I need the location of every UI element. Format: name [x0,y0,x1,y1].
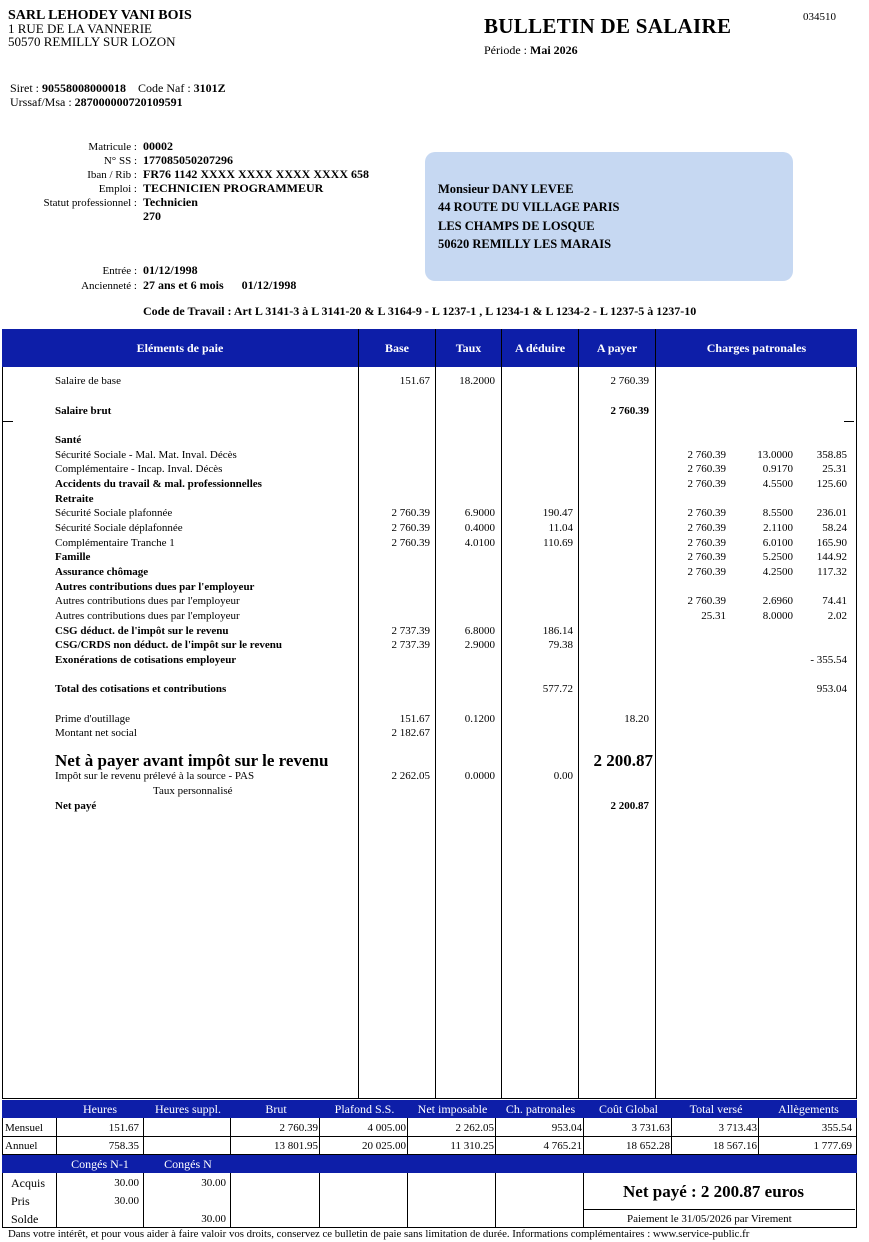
employee-values [143,139,369,223]
col-divider [319,1118,320,1154]
row-deduire: 186.14 [542,625,573,637]
iban-label: Iban / Rib : [87,169,137,181]
conges-cell-n1: 30.00 [114,1177,139,1189]
summary-cell: 953.04 [551,1122,582,1134]
sum-col-net-imposable: Net imposable [417,1102,488,1116]
siret-label: Siret : [10,81,39,95]
emploi-value: TECHNICIEN PROGRAMMEUR [143,181,324,195]
row-pmontant: - 355.54 [810,654,847,666]
summary-cell: 4 005.00 [367,1122,406,1134]
col-header-charges-patronales: Charges patronales [706,341,807,355]
naf-label: Code Naf : [138,81,191,95]
row-pmontant: 58.24 [822,522,847,534]
row-label: Sécurité Sociale - Mal. Mat. Inval. Décès [55,449,237,461]
sum-col-ch-patronales: Ch. patronales [505,1102,576,1116]
row-pbase: 2 760.39 [687,551,726,563]
recipient-city: 50620 REMILLY LES MARAIS [438,236,612,251]
col-header-a-payer: A payer [596,341,638,355]
row-payer: 2 760.39 [610,405,649,417]
row-deduire: 11.04 [548,522,573,534]
conges-cell-n1: 30.00 [114,1195,139,1207]
row-pmontant: 25.31 [822,463,847,475]
sum-col-heures-suppl: Heures suppl. [155,1102,221,1116]
row-label: Retraite [55,493,94,505]
company-address-1: 1 RUE DE LA VANNERIE [8,21,152,36]
company-block [8,9,192,48]
summary-cell: 1 777.69 [813,1140,852,1152]
naf-value: 3101Z [193,81,226,95]
document-title: BULLETIN DE SALAIRE [484,14,732,38]
row-base: 2 760.39 [391,522,430,534]
row-pmontant: 144.92 [816,551,847,563]
row-label: Autres contributions dues par l'employeur [55,595,240,607]
col-divider [495,1118,496,1154]
row-payer: 2 760.39 [610,375,649,387]
row-ptaux: 2.6960 [762,595,793,607]
row-label: Autres contributions dues par l'employeur [55,610,240,622]
row-ptaux: 0.9170 [762,463,793,475]
summary-cell: 20 025.00 [362,1140,406,1152]
summary-cell: 11 310.25 [450,1140,494,1152]
summary-cell: 3 713.43 [718,1122,757,1134]
row-pmontant: 358.85 [816,449,847,461]
periode [484,43,578,58]
document-number: 034510 [803,11,836,23]
brut-marker [844,421,854,422]
sum-col-cout-global: Coût Global [599,1102,658,1116]
row-label: Complémentaire Tranche 1 [55,537,175,549]
recipient-address [438,180,620,253]
sum-col-heures: Heures [83,1102,117,1116]
summary-cell: 2 262.05 [455,1122,494,1134]
periode-label: Période : [484,43,527,57]
company-name: SARL LEHODEY VANI BOIS [8,8,192,23]
row-ptaux: 8.0000 [762,610,793,622]
row-payer: 18.20 [624,713,649,725]
entry-labels [0,264,137,294]
row-label: Salaire de base [55,375,121,387]
row-ptaux: 13.0000 [757,449,793,461]
row-pbase: 2 760.39 [687,507,726,519]
col-divider [230,1118,231,1154]
urssaf-label: Urssaf/Msa : [10,95,72,109]
sum-col-total-verse: Total versé [689,1102,743,1116]
matricule-label: Matricule : [88,141,137,153]
row-base: 2 737.39 [391,639,430,651]
employee-labels [0,140,137,210]
col-divider [655,329,656,1099]
siret-value: 90558008000018 [42,81,126,95]
row-deduire: 110.69 [543,537,573,549]
summary-cell: 18 567.16 [713,1140,757,1152]
summary-header [2,1100,857,1118]
row-ptaux: 6.0100 [762,537,793,549]
net-avant-impot-value: 2 200.87 [593,751,653,770]
conges-col-n: Congés N [164,1157,212,1171]
footer-notice: Dans votre intérêt, et pour vous aider à faire valoir vos droits, conservez ce bulletin de paie sans limitation de durée. Informations complémentaires : www.service-public.fr [8,1228,750,1240]
net-paye-final: Net payé : 2 200.87 euros [623,1182,804,1201]
conges-cell-n: 30.00 [201,1213,226,1225]
col-header-taux: Taux [455,341,482,355]
col-divider [143,1118,144,1154]
anciennete-value: 27 ans et 6 mois [143,278,224,292]
pas-deduire: 0.00 [553,770,573,782]
summary-cell: 4 765.21 [543,1140,582,1152]
row-base: 2 737.39 [391,625,430,637]
payslip-table-header [2,329,857,367]
iban-value: FR76 1142 XXXX XXXX XXXX XXXX 658 [143,167,369,181]
summary-cell: 151.67 [108,1122,139,1134]
row-pbase: 2 760.39 [687,522,726,534]
row-label: Autres contributions dues par l'employeur [55,581,255,593]
conges-row-label: Solde [11,1212,39,1226]
row-taux: 6.9000 [464,507,495,519]
company-address-2: 50570 REMILLY SUR LOZON [8,34,176,49]
row-ptaux: 8.5500 [762,507,793,519]
row-divider [2,1136,857,1137]
urssaf-value: 287000000720109591 [74,95,183,109]
summary-cell: 13 801.95 [274,1140,318,1152]
taux-personnalise: Taux personnalisé [153,785,233,797]
col-divider [407,1173,408,1227]
row-taux: 0.4000 [464,522,495,534]
entree-label: Entrée : [102,265,137,277]
row-pmontant: 74.41 [822,595,847,607]
col-header-elements: Eléments de paie [136,341,224,355]
pas-label: Impôt sur le revenu prélevé à la source - PAS [55,770,255,782]
row-taux: 18.2000 [459,375,495,387]
row-label: Assurance chômage [55,566,149,578]
sum-col-brut: Brut [265,1102,287,1116]
row-base: 151.67 [399,713,430,725]
col-divider [583,1118,584,1154]
row-divider [583,1209,855,1210]
row-pbase: 2 760.39 [687,449,726,461]
row-pmontant: 125.60 [816,478,847,490]
anciennete-date: 01/12/1998 [241,278,297,292]
row-taux: 4.0100 [464,537,495,549]
net-avant-impot-label: Net à payer avant impôt sur le revenu [55,751,329,770]
recipient-name: Monsieur DANY LEVEE [438,182,574,196]
conges-header [2,1155,857,1173]
col-header-a-deduire: A déduire [514,341,566,355]
summary-row-label: Mensuel [5,1122,43,1134]
sum-col-allegements: Allègements [778,1102,839,1116]
row-pbase: 2 760.39 [687,463,726,475]
row-label: Sécurité Sociale déplafonnée [55,522,183,534]
row-pbase: 2 760.39 [687,478,726,490]
row-ptaux: 4.5500 [762,478,793,490]
row-deduire: 577.72 [542,683,573,695]
row-base: 151.67 [399,375,430,387]
row-pmontant: 117.32 [817,566,847,578]
col-divider [56,1118,57,1154]
conges-row-label: Acquis [11,1176,45,1190]
entree-value: 01/12/1998 [143,263,198,277]
col-divider [495,1173,496,1227]
periode-value: Mai 2026 [530,43,578,57]
row-taux: 0.1200 [464,713,495,725]
summary-cell: 3 731.63 [631,1122,670,1134]
row-label: Prime d'outillage [55,713,130,725]
row-label: Total des cotisations et contributions [55,683,227,695]
row-label: Exonérations de cotisations employeur [55,654,237,666]
conges-row-label: Pris [11,1194,30,1208]
col-divider [143,1173,144,1227]
summary-cell: 2 760.39 [279,1122,318,1134]
col-divider [583,1173,584,1227]
row-base: 2 760.39 [391,507,430,519]
row-taux: 6.8000 [464,625,495,637]
row-ptaux: 4.2500 [762,566,793,578]
summary-cell: 758.35 [108,1140,139,1152]
row-ptaux: 5.2500 [762,551,793,563]
row-taux: 2.9000 [464,639,495,651]
col-divider [319,1173,320,1227]
col-divider [501,329,502,1099]
row-deduire: 190.47 [542,507,573,519]
row-label: CSG déduct. de l'impôt sur le revenu [55,625,229,637]
row-label: CSG/CRDS non déduct. de l'impôt sur le revenu [55,639,282,651]
row-label: Famille [55,551,91,563]
company-ids [10,81,226,109]
row-pmontant: 236.01 [816,507,847,519]
row-pbase: 25.31 [701,610,726,622]
code-travail: Code de Travail : Art L 3141-3 à L 3141-20 & L 3164-9 - L 1237-1 , L 1234-1 & L 1234-2 - L 1237-5 à 1237-10 [143,304,697,318]
nss-label: N° SS : [103,155,137,167]
recipient-locality: LES CHAMPS DE LOSQUE [438,218,595,233]
row-label: Santé [55,434,82,446]
entry-values [143,263,296,293]
net-paye-row-value: 2 200.87 [610,800,649,812]
paiement-info: Paiement le 31/05/2026 par Virement [627,1213,792,1225]
col-divider [230,1173,231,1227]
row-base: 2 760.39 [391,537,430,549]
row-pbase: 2 760.39 [687,595,726,607]
statut-value: Technicien [143,195,198,209]
net-paye-row-label: Net payé [55,800,97,812]
conges-cell-n: 30.00 [201,1177,226,1189]
row-label: Montant net social [55,727,137,739]
coefficient-value: 270 [143,209,161,223]
statut-label: Statut professionnel : [43,197,137,209]
row-pbase: 2 760.39 [687,566,726,578]
row-pbase: 2 760.39 [687,537,726,549]
row-label: Complémentaire - Incap. Inval. Décès [55,463,223,475]
row-label: Sécurité Sociale plafonnée [55,507,173,519]
col-divider [758,1118,759,1154]
col-header-base: Base [385,341,409,355]
conges-col-n1: Congés N-1 [71,1157,129,1171]
row-pmontant: 165.90 [816,537,847,549]
row-label: Accidents du travail & mal. professionnelles [55,478,262,490]
row-ptaux: 2.1100 [763,522,793,534]
brut-marker [3,421,13,422]
emploi-label: Emploi : [98,183,137,195]
row-pmontant: 953.04 [816,683,847,695]
nss-value: 177085050207296 [143,153,233,167]
anciennete-label: Ancienneté : [81,280,137,292]
pas-taux: 0.0000 [464,770,495,782]
row-pmontant: 2.02 [827,610,847,622]
pas-base: 2 262.05 [391,770,430,782]
col-divider [56,1173,57,1227]
recipient-street: 44 ROUTE DU VILLAGE PARIS [438,200,620,215]
sum-col-plafond: Plafond S.S. [334,1102,395,1116]
summary-row-label: Annuel [5,1140,38,1152]
summary-cell: 355.54 [821,1122,852,1134]
summary-cell: 18 652.28 [626,1140,670,1152]
col-divider [407,1118,408,1154]
matricule-value: 00002 [143,139,173,153]
row-label: Salaire brut [55,405,112,417]
row-deduire: 79.38 [548,639,573,651]
col-divider [671,1118,672,1154]
row-base: 2 182.67 [391,727,430,739]
